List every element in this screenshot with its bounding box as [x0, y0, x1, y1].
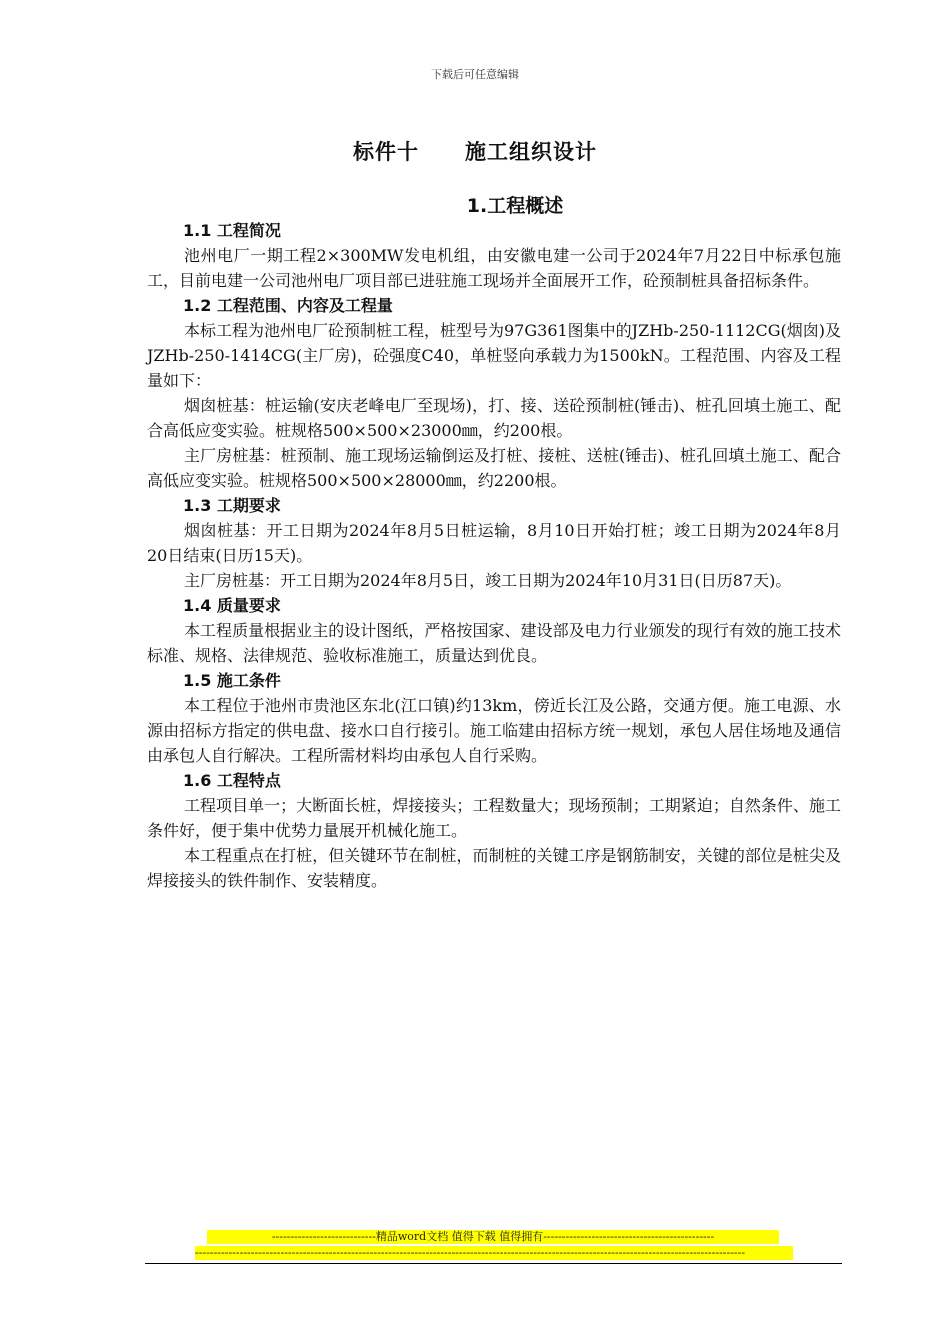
- footer-banner-line: ----------------------------精品word文档 值得下载 值得拥有----------------------------------------------: [207, 1230, 779, 1244]
- section-heading: 1.6 工程特点: [183, 771, 281, 790]
- document-title-right: 施工组织设计: [465, 140, 597, 164]
- paragraph: 池州电厂一期工程2×300MW发电机组，由安徽电建一公司于2024年7月22日中标承包施工，目前电建一公司池州电厂项目部已进驻施工现场并全面展开工作，砼预制桩具备招标条件。: [147, 246, 841, 290]
- document-body: [147, 218, 841, 893]
- section-heading: 1.5 施工条件: [183, 671, 281, 690]
- section-heading: 1.1 工程简况: [183, 221, 281, 240]
- paragraph: 本工程位于池州市贵池区东北(江口镇)约13km，傍近长江及公路，交通方便。施工电源、水源由招标方指定的供电盘、接水口自行接引。施工临建由招标方统一规划，承包人居住场地及通信由承包人自行解决。工程所需材料均由承包人自行采购。: [147, 696, 841, 765]
- footer-dash-line: ----------------------------------------------------------------------------------------------------------------------------------------------------: [195, 1246, 793, 1260]
- header-note: 下载后可任意编辑: [431, 68, 519, 81]
- section-heading: 1.3 工期要求: [183, 496, 281, 515]
- section-heading: 1.2 工程范围、内容及工程量: [183, 296, 393, 315]
- paragraph: 本工程质量根据业主的设计图纸，严格按国家、建设部及电力行业颁发的现行有效的施工技术标准、规格、法律规范、验收标准施工，质量达到优良。: [147, 621, 841, 665]
- chapter-title: 1.工程概述: [466, 195, 564, 217]
- paragraph: 主厂房桩基：桩预制、施工现场运输倒运及打桩、接桩、送桩(锤击)、桩孔回填土施工、配合高低应变实验。桩规格500×500×28000㎜，约2200根。: [147, 446, 841, 490]
- paragraph: 工程项目单一；大断面长桩，焊接接头；工程数量大；现场预制；工期紧迫；自然条件、施工条件好，便于集中优势力量展开机械化施工。: [147, 796, 841, 840]
- paragraph: 本标工程为池州电厂砼预制桩工程，桩型号为97G361图集中的JZHb-250-1112CG(烟囱)及JZHb-250-1414CG(主厂房)，砼强度C40，单桩竖向承载力为1500kN。工程范围、内容及工程量如下：: [147, 321, 841, 390]
- section-heading: 1.4 质量要求: [183, 596, 281, 615]
- document-title: [0, 136, 950, 166]
- paragraph: 主厂房桩基：开工日期为2024年8月5日，竣工日期为2024年10月31日(日历87天)。: [184, 571, 792, 590]
- paragraph: 烟囱桩基：开工日期为2024年8月5日桩运输，8月10日开始打桩；竣工日期为2024年8月20日结束(日历15天)。: [147, 521, 841, 565]
- paragraph: 烟囱桩基：桩运输(安庆老峰电厂至现场)，打、接、送砼预制桩(锤击)、桩孔回填土施工、配合高低应变实验。桩规格500×500×23000㎜，约200根。: [147, 396, 841, 440]
- footer-divider: [145, 1263, 842, 1264]
- document-title-left: 标件十: [353, 140, 419, 164]
- paragraph: 本工程重点在打桩，但关键环节在制桩，而制桩的关键工序是钢筋制安，关键的部位是桩尖及焊接接头的铁件制作、安装精度。: [147, 846, 841, 890]
